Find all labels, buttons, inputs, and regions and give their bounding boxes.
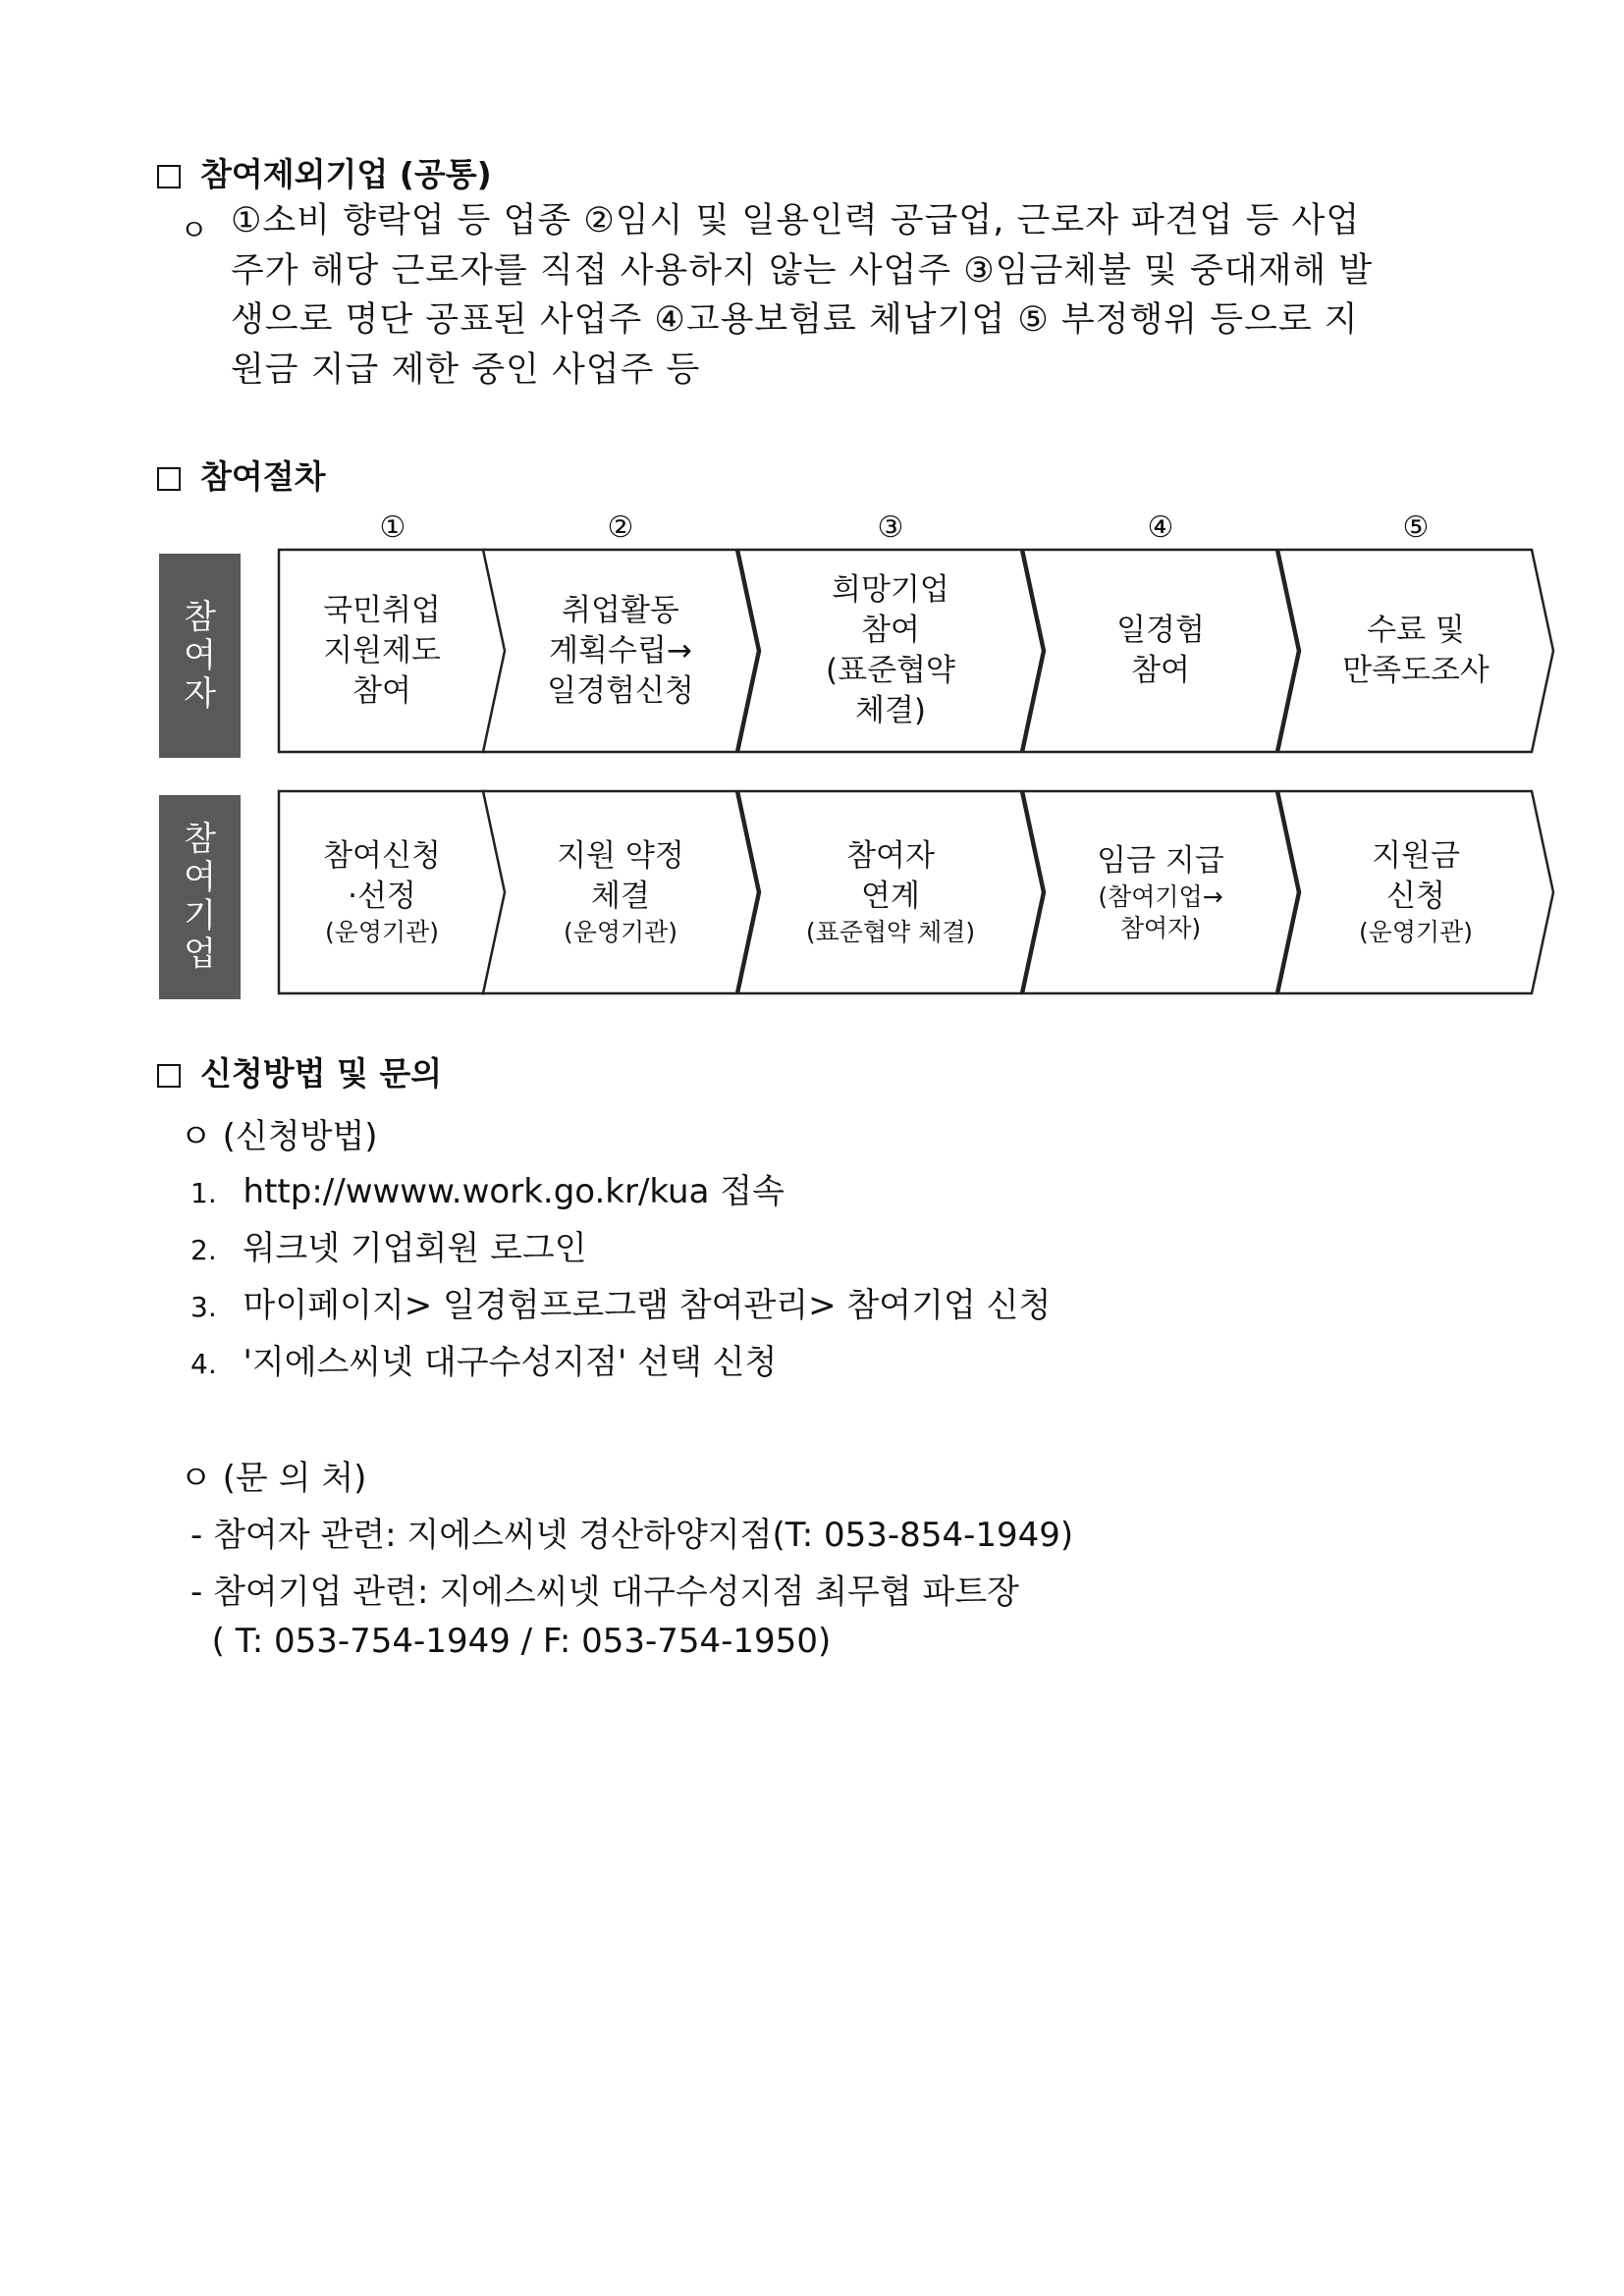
step-line: 참여 (352, 672, 411, 709)
step-line: 희망기업 (832, 572, 949, 608)
step-line: 지원 약정 (557, 838, 684, 874)
step-subline: (운영기관) (1358, 918, 1474, 946)
section-title-application: 신청방법 및 문의 (157, 1048, 442, 1095)
process-step-label (1045, 791, 1276, 993)
contact-heading: ㅇ (문 의 처) (180, 1459, 367, 1498)
step-line: 신청 (1386, 879, 1445, 914)
step-number: ② (607, 510, 634, 545)
bullet-icon: ㅇ (180, 214, 208, 248)
process-step-label (279, 550, 485, 752)
process-step-label (1300, 791, 1532, 993)
list-number: 1. (190, 1177, 217, 1209)
step-line: 수료 및 (1367, 613, 1465, 648)
step-number: ③ (877, 510, 904, 545)
step-line: (표준협약 (826, 653, 955, 688)
step-subline: (참여기업→ (1098, 881, 1223, 911)
list-text: 마이페이지> 일경험프로그램 참여관리> 참여기업 신청 (243, 1286, 1052, 1325)
method-list (190, 1164, 1051, 1392)
process-step-label (279, 791, 485, 993)
step-line: 연계 (861, 879, 920, 914)
process-step-label (760, 550, 1021, 752)
process-step-label (505, 550, 736, 752)
contact-line: - 참여자 관련: 지에스씨넷 경산하양지점(T: 053-854-1949) (190, 1516, 1074, 1555)
step-line: 지원금 (1372, 838, 1460, 874)
list-item (190, 1221, 1051, 1278)
step-line: 일경험신청 (547, 672, 694, 709)
list-number: 4. (190, 1348, 217, 1380)
contact-line: ( T: 053-754-1949 / F: 053-754-1950) (190, 1622, 832, 1661)
list-item (190, 1335, 1051, 1392)
list-item (190, 1164, 1051, 1221)
list-text: 워크넷 기업회원 로그인 (243, 1229, 587, 1268)
step-subline: (표준협약 체결) (805, 918, 976, 946)
exclusion-line: 주가 해당 근로자를 직접 사용하지 않는 사업주 ③임금체불 및 중대재해 발 (231, 250, 1374, 291)
list-number: 2. (190, 1234, 217, 1266)
process-step-label (1300, 550, 1532, 752)
step-line: 참여 (861, 613, 920, 648)
step-line: 체결 (591, 879, 650, 914)
exclusion-line: 생으로 명단 공표된 사업주 ④고용보험료 체납기업 ⑤ 부정행위 등으로 지 (231, 300, 1359, 340)
contact-list (190, 1508, 1073, 1679)
step-number: ① (379, 510, 406, 545)
step-line: 참여자 (846, 838, 935, 874)
step-line: 국민취업 (323, 592, 441, 628)
section-title-exclusion: 참여제외기업 (공통) (157, 149, 492, 195)
step-line: 만족도조사 (1342, 653, 1489, 688)
step-line: 일경험 (1116, 613, 1205, 648)
exclusion-line: ①소비 향락업 등 업종 ②임시 및 일용인력 공급업, 근로자 파견업 등 사업 (231, 201, 1361, 240)
step-number: ④ (1147, 510, 1174, 545)
step-subline: 참여자) (1119, 913, 1202, 942)
step-subline: (운영기관) (324, 918, 440, 946)
exclusion-line: 원금 지급 제한 중인 사업주 등 (231, 349, 701, 390)
list-item (190, 1278, 1051, 1335)
method-heading: ㅇ (신청방법) (180, 1117, 378, 1156)
step-line: 체결) (855, 693, 926, 728)
method-link[interactable]: http://wwww.work.go.kr/kua 접속 (243, 1172, 785, 1211)
row-label-participant: 참 여 자 (159, 554, 241, 758)
step-line: 계획수립→ (549, 632, 692, 668)
step-line: 참여 (1131, 653, 1190, 688)
section-title-procedure: 참여절차 (157, 452, 326, 498)
process-step-label (760, 791, 1021, 993)
row-label-company: 참 여 기 업 (159, 795, 241, 999)
step-line: ·선정 (348, 879, 416, 914)
process-step-label (505, 791, 736, 993)
contact-line: - 참여기업 관련: 지에스씨넷 대구수성지점 최무협 파트장 (190, 1573, 1019, 1612)
step-line: 취업활동 (562, 592, 679, 628)
step-subline: (운영기관) (563, 918, 678, 946)
list-text: '지에스씨넷 대구수성지점' 선택 신청 (243, 1343, 778, 1382)
step-line: 지원제도 (323, 632, 441, 668)
step-number: ⑤ (1402, 510, 1430, 545)
checkbox-square-icon (157, 1064, 181, 1088)
list-number: 3. (190, 1291, 217, 1323)
step-line: 임금 지급 (1097, 842, 1224, 879)
step-line: 참여신청 (323, 838, 441, 874)
process-step-label (1045, 550, 1276, 752)
